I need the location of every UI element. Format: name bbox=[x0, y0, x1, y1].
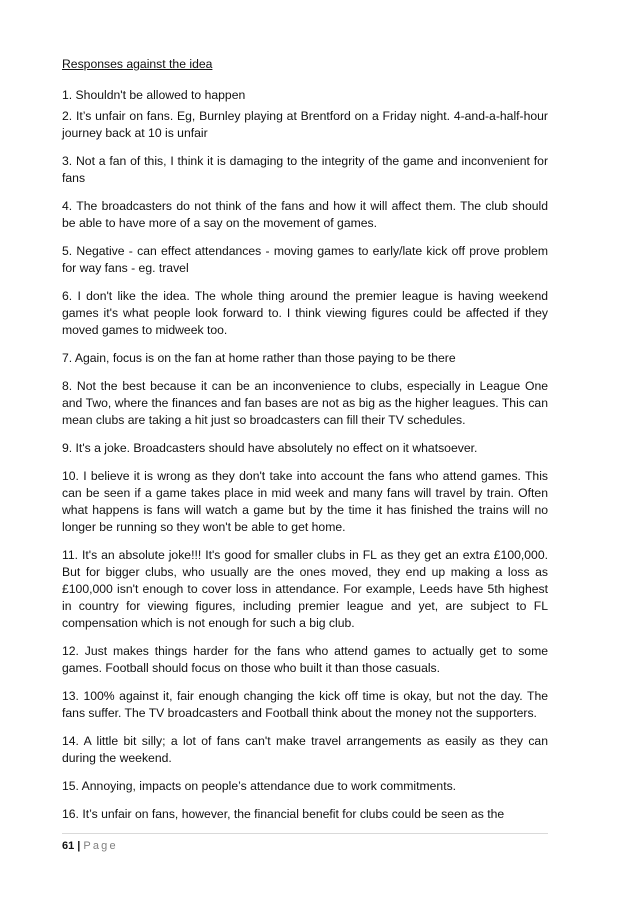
response-item: 16. It’s unfair on fans, however, the financial benefit for clubs could be seen as the bbox=[62, 807, 505, 821]
responses-list bbox=[62, 87, 548, 823]
response-item: 1. Shouldn't be allowed to happen bbox=[62, 88, 246, 102]
response-item: 7. Again, focus is on the fan at home rather than those paying to be there bbox=[62, 351, 456, 365]
page-body bbox=[62, 56, 548, 834]
response-item: 6. I don't like the idea. The whole thing around the premier league is having weekend games it's what people look forward to. I think viewing figures could be affected if they moved games to midweek too. bbox=[62, 289, 548, 337]
footer-separator: | bbox=[77, 840, 81, 852]
response-item: 10. I believe it is wrong as they don't take into account the fans who attend games. This can be seen if a game takes place in mid week and many fans will travel by train. Often what happens is fans will watch a game but by the time it has finished the trains will no longer be running so they won't be able to get home. bbox=[62, 469, 548, 534]
page-number: 61 bbox=[62, 840, 75, 852]
page-footer bbox=[62, 833, 548, 852]
page-label: Page bbox=[83, 840, 118, 852]
response-item: 14. A little bit silly; a lot of fans can't make travel arrangements as easily as they can during the weekend. bbox=[62, 734, 548, 765]
response-item: 3. Not a fan of this, I think it is damaging to the integrity of the game and inconvenient for fans bbox=[62, 154, 548, 185]
response-item: 13. 100% against it, fair enough changing the kick off time is okay, but not the day. The fans suffer. The TV broadcasters and Football think about the money not the supporters. bbox=[62, 689, 548, 720]
response-item: 5. Negative - can effect attendances - moving games to early/late kick off prove problem for way fans - eg. travel bbox=[62, 244, 548, 275]
response-item: 8. Not the best because it can be an inconvenience to clubs, especially in League One and Two, where the finances and fan bases are not as big as the higher leagues. This can mean clubs are taking a hit just so broadcasters can fill their TV schedules. bbox=[62, 379, 548, 427]
response-item: 11. It's an absolute joke!!! It's good for smaller clubs in FL as they get an extra £100,000. But for bigger clubs, who usually are the ones moved, they end up making a loss as £100,000 isn't enough to cover loss in attendance. For example, Leeds have 5th highest in country for viewing figures, including premier league and yet, are subject to FL compensation which is not enough for such a big club. bbox=[62, 548, 548, 630]
response-item: 4. The broadcasters do not think of the fans and how it will affect them. The club should be able to have more of a say on the movement of games. bbox=[62, 199, 548, 230]
response-item: 9. It's a joke. Broadcasters should have absolutely no effect on it whatsoever. bbox=[62, 441, 478, 455]
response-item: 15. Annoying, impacts on people’s attendance due to work commitments. bbox=[62, 779, 457, 793]
response-item: 12. Just makes things harder for the fans who attend games to actually get to some games. Football should focus on those who built it than those casuals. bbox=[62, 644, 548, 675]
response-item: 2. It’s unfair on fans. Eg, Burnley playing at Brentford on a Friday night. 4-and-a-half-hour journey back at 10 is unfair bbox=[62, 109, 548, 140]
section-heading: Responses against the idea bbox=[62, 57, 213, 71]
